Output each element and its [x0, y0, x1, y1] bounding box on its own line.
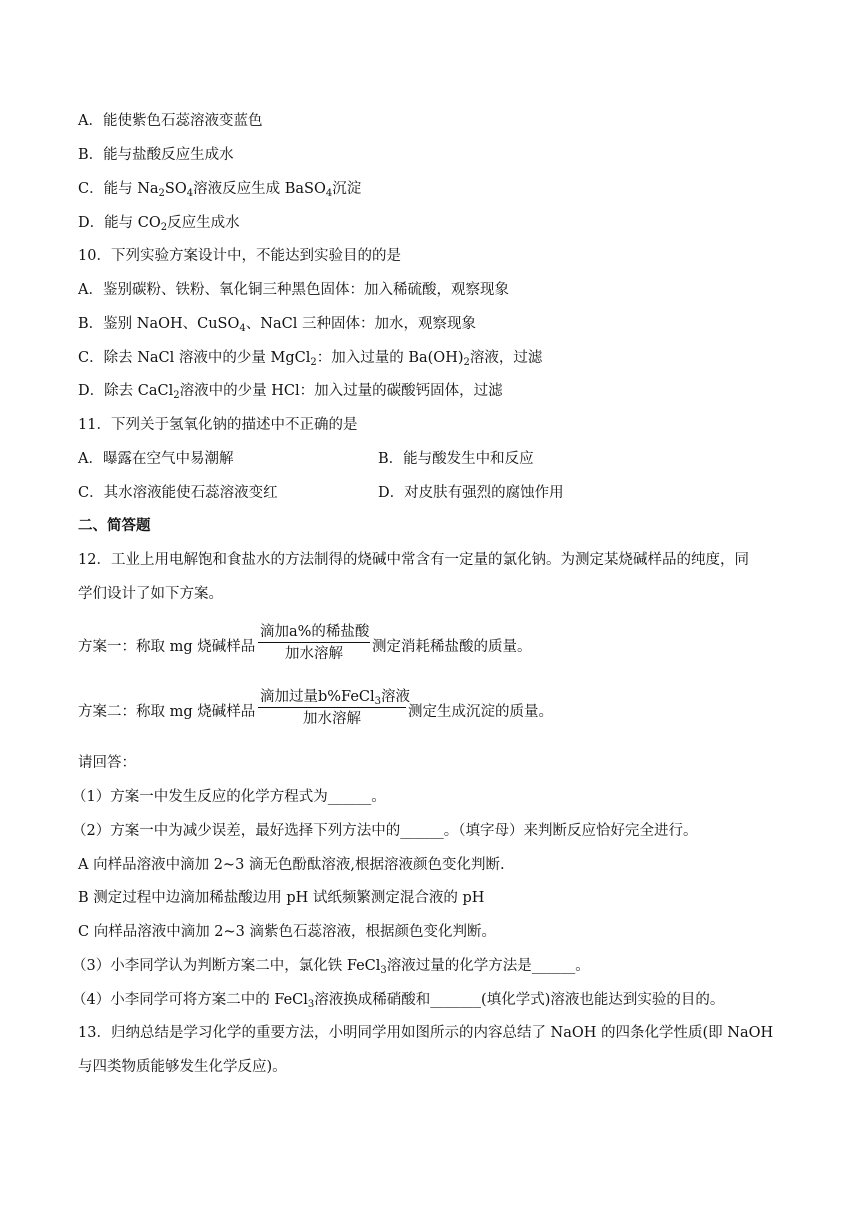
q12-option-a: A 向样品溶液中滴加 2~3 滴无色酚酞溶液,根据溶液颜色变化判断. — [78, 857, 505, 873]
q9-option-d: D．能与 $CO_2$反应生成水 — [78, 215, 240, 233]
plan-one-arrow — [258, 623, 370, 663]
q12-stem-line1: 12．工业上用电解饱和食盐水的方法制得的烧碱中常含有一定量的氯化钠。为测定某烧碱样品的纯度，同 — [78, 552, 749, 568]
q9-option-a: A．能使紫色石蕊溶液变蓝色 — [78, 113, 263, 129]
plan-one-arrow-bar — [258, 642, 370, 643]
q12-sub2: （2）方案一中为减少误差，最好选择下列方法中的______。（填字母）来判断反应恰好完全进行。 — [72, 823, 698, 839]
plan-one-arrow-bottom: 加水溶解 — [285, 646, 343, 662]
q10-stem: 10．下列实验方案设计中，不能达到实验目的的是 — [78, 248, 401, 264]
plan-one-suffix: 测定消耗稀盐酸的质量。 — [372, 639, 532, 655]
q10-option-c: C．除去 NaCl 溶液中的少量 MgCl$_2$：加入过量的 $Ba(OH)_2$溶液，过滤 — [78, 350, 543, 368]
q10-option-b: B．鉴别 NaOH、CuSO$_4$、NaCl 三种固体：加水，观察现象 — [78, 316, 476, 334]
q12-sub1: （1）方案一中发生反应的化学方程式为______。 — [72, 789, 386, 805]
q11-stem: 11．下列关于氢氧化钠的描述中不正确的是 — [78, 417, 358, 433]
q11-option-b: B．能与酸发生中和反应 — [378, 451, 534, 467]
q11-option-c: C．其水溶液能使石蕊溶液变红 — [78, 485, 278, 501]
q12-answer-prompt: 请回答： — [78, 755, 136, 771]
q13-stem-line2: 与四类物质能够发生化学反应)。 — [78, 1059, 287, 1075]
q12-sub3: （3）小李同学认为判断方案二中，氯化铁 FeCl$_3$溶液过量的化学方法是______。 — [72, 958, 590, 976]
plan-two-arrow-top: 滴加过量b%FeCl$_3$溶液 — [260, 689, 411, 707]
q11-option-a: A．曝露在空气中易潮解 — [78, 451, 234, 467]
q12-plan-one — [78, 623, 778, 667]
q12-option-c: C 向样品溶液中滴加 2~3 滴紫色石蕊溶液，根据颜色变化判断。 — [78, 924, 497, 940]
plan-two-prefix: 方案二：称取 mg 烧碱样品 — [78, 704, 256, 720]
q10-option-d: D．除去 CaCl$_2$溶液中的少量 HCl：加入过量的碳酸钙固体，过滤 — [78, 383, 503, 401]
plan-two-suffix: 测定生成沉淀的质量。 — [408, 704, 553, 720]
section-heading: 二、简答题 — [78, 517, 151, 534]
plan-one-prefix: 方案一：称取 mg 烧碱样品 — [78, 639, 256, 655]
plan-two-arrow-bar — [258, 707, 406, 708]
q12-option-b: B 测定过程中边滴加稀盐酸边用 pH 试纸频繁测定混合液的 pH — [78, 890, 485, 906]
plan-two-arrow — [258, 688, 411, 728]
q12-plan-two — [78, 688, 778, 732]
q10-option-a: A．鉴别碳粉、铁粉、氧化铜三种黑色固体：加入稀硫酸，观察现象 — [78, 282, 509, 298]
plan-one-arrow-top: 滴加a%的稀盐酸 — [260, 624, 370, 640]
q12-sub4: （4）小李同学可将方案二中的 FeCl$_3$溶液换成稀硝酸和_______(填化学式)溶液也能达到实验的目的。 — [72, 992, 725, 1010]
q11-option-d: D．对皮肤有强烈的腐蚀作用 — [378, 485, 564, 501]
q13-stem-line1: 13．归纳总结是学习化学的重要方法，小明同学用如图所示的内容总结了 NaOH 的四条化学性质(即 NaOH — [78, 1025, 774, 1041]
q9-option-b: B．能与盐酸反应生成水 — [78, 147, 234, 163]
q12-stem-line2: 学们设计了如下方案。 — [78, 586, 223, 602]
q9-option-c: C．能与 $Na_2SO_4$溶液反应生成 BaSO$_4$沉淀 — [78, 181, 362, 199]
plan-two-arrow-bottom: 加水溶解 — [303, 711, 361, 727]
